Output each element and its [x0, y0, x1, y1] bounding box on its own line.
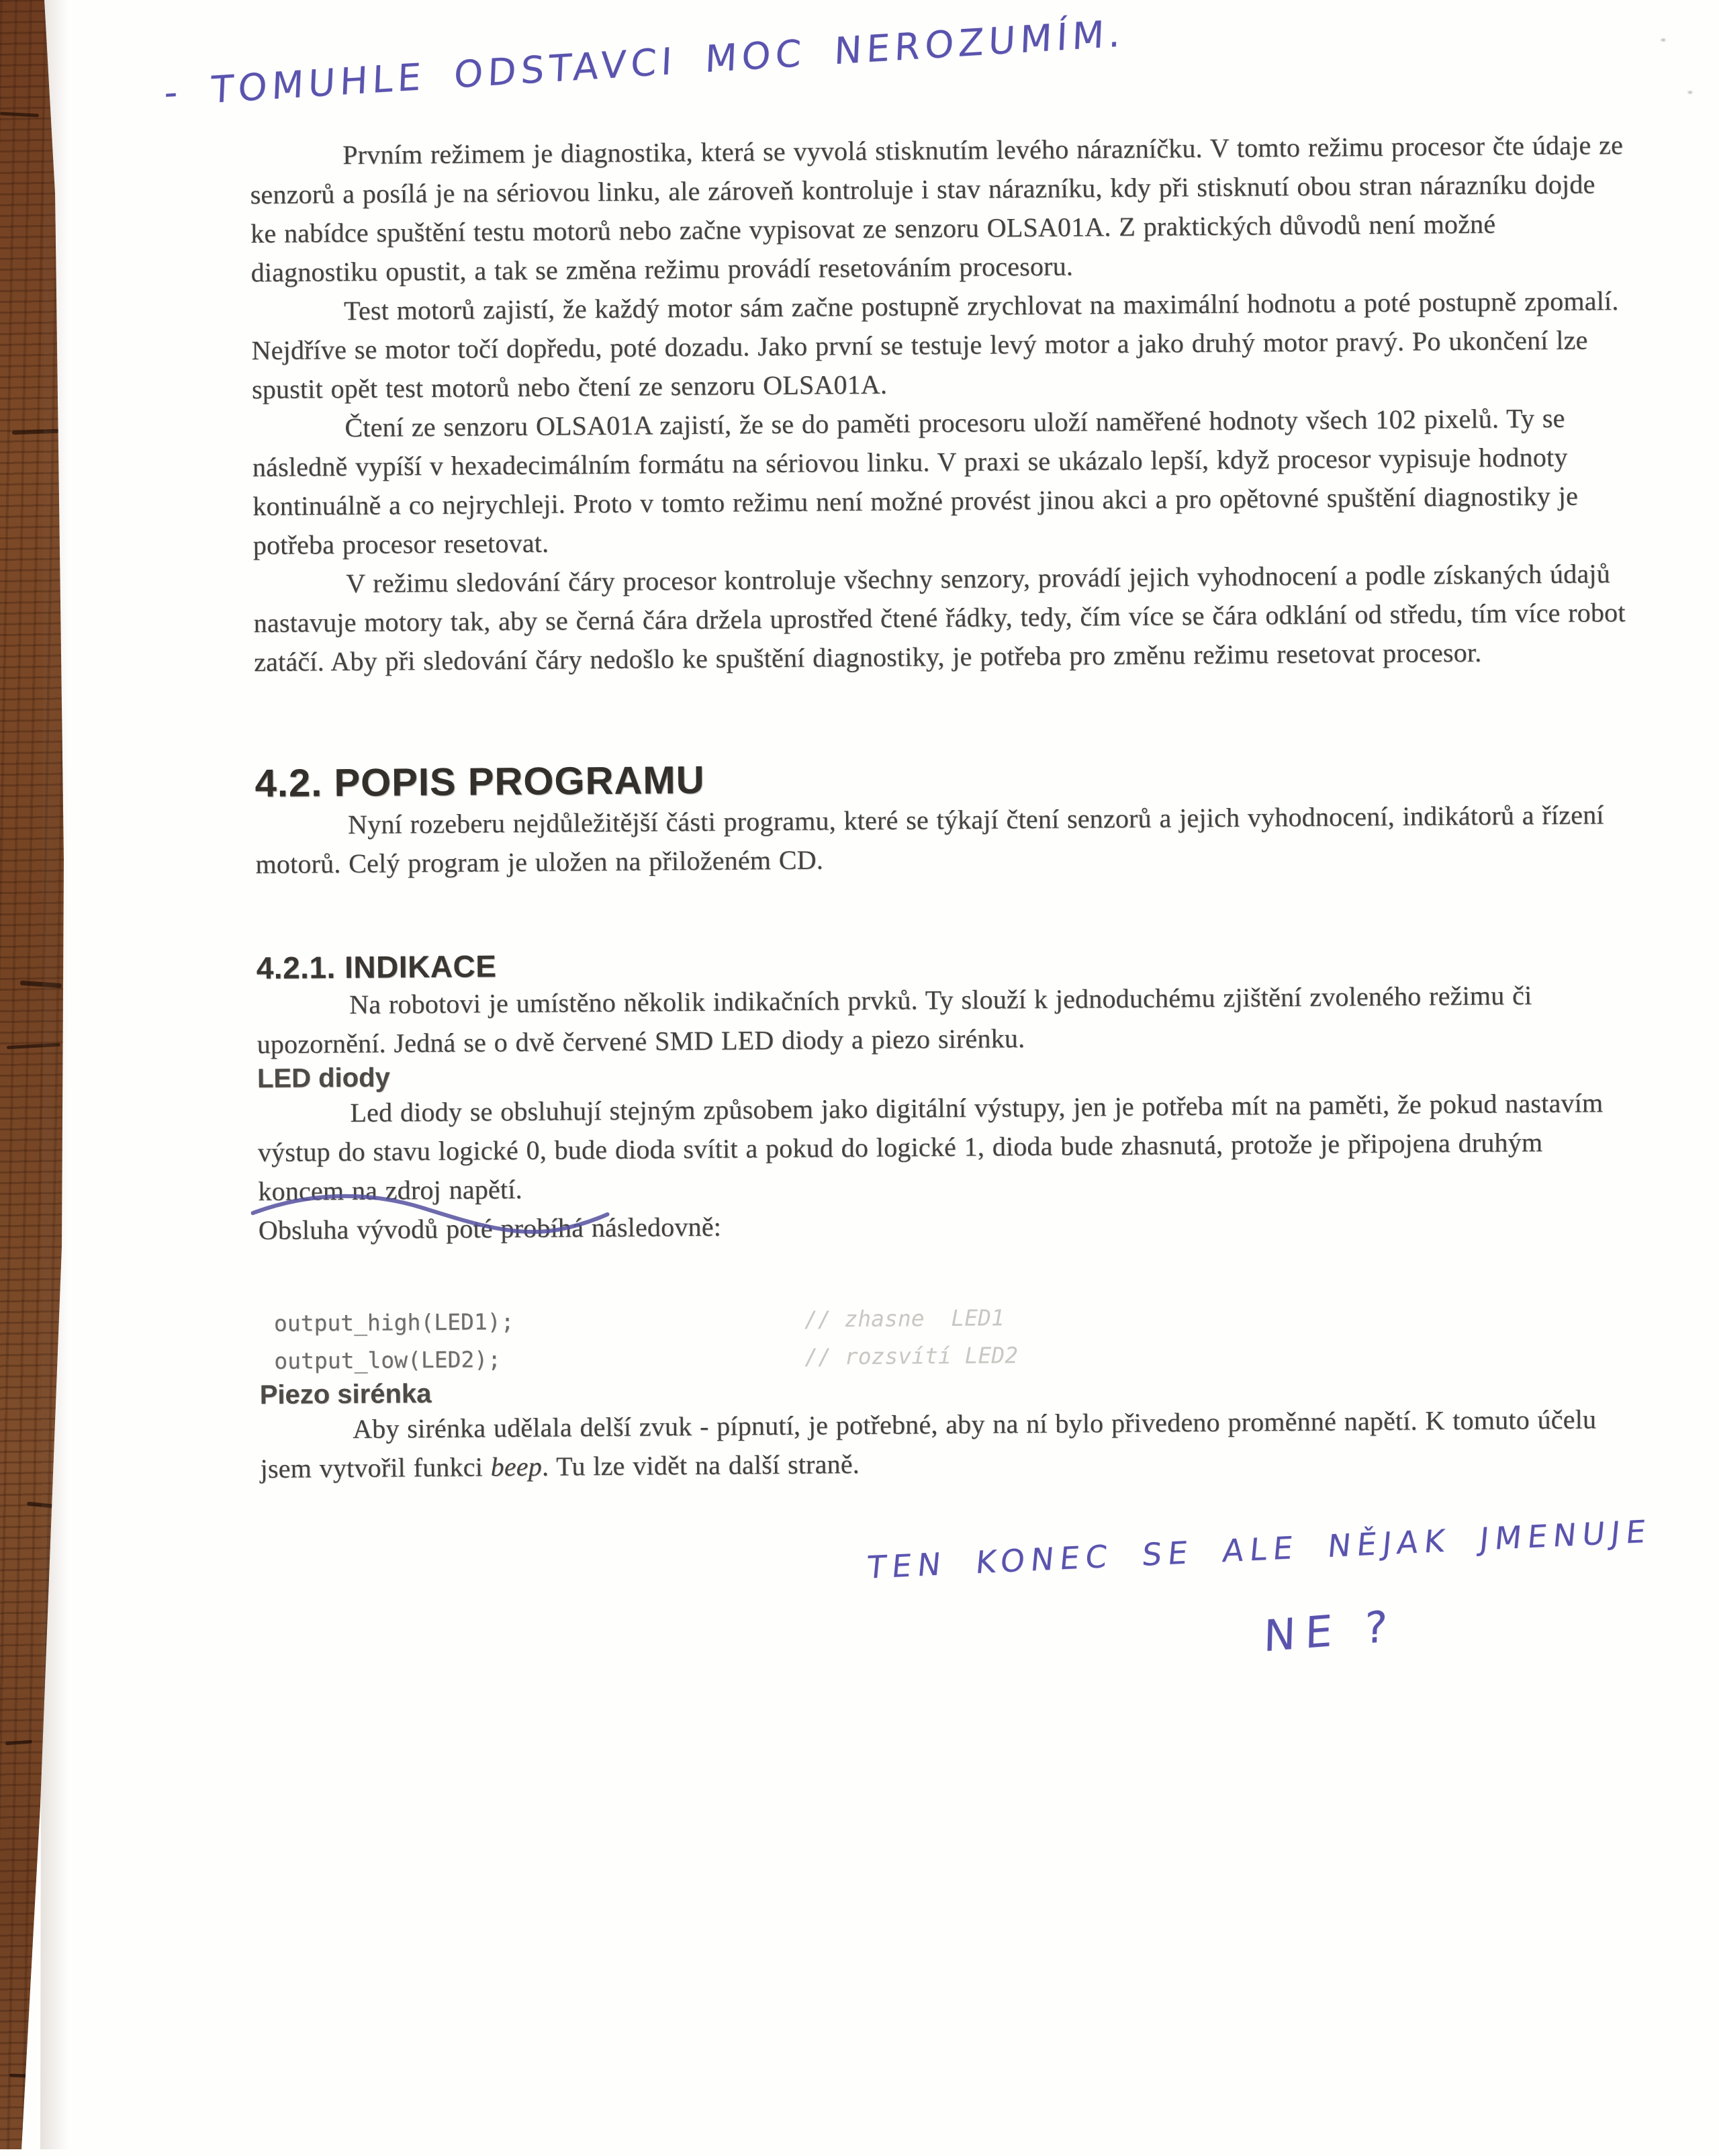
handwritten-note-top: - TOMUHLE ODSTAVCI MOC NEROZUMÍM. — [163, 11, 1126, 115]
underlined-phrase-text: koncem na zdroj napětí. — [258, 1173, 522, 1207]
beep-function-name: beep — [490, 1451, 543, 1482]
paragraph-motor-test: Test motorů zajistí, že každý motor sám začne postupně zrychlovat na maximální hodnotu a poté postupně zpomalí. Nejdříve se motor točí dopředu, poté dozadu. Jako první se testuje levý motor a jako druhý motor pravý. Po ukončení lze spustit opět test motorů nebo čtení ze senzoru OLSA01A. — [251, 285, 1619, 405]
subheading-piezo-sirenka: Piezo sirénka — [259, 1379, 432, 1410]
handwritten-note-margin-line1: TEN KONEC SE ALE NĚJAK JMENUJE — [865, 1513, 1653, 1586]
paragraph-piezo-beep — [260, 1400, 1634, 1488]
subsection-heading-indikace: 4.2.1. INDIKACE — [256, 948, 497, 986]
paragraph-code-intro: Obsluha vývodů poté probíhá následovně: — [258, 1211, 722, 1246]
paragraph-led-control — [257, 1083, 1631, 1211]
paragraph-piezo-text-before: Aby sirénka udělala delší zvuk - pípnutí, je potřebné, aby na ní bylo přivedeno proměnné napětí. K tomuto účelu jsem vytvořil funkci — [260, 1404, 1597, 1484]
underlined-phrase-power-source — [258, 1174, 522, 1206]
document-body — [248, 0, 1633, 1488]
code-statement-output-high: output_high(LED1); — [273, 1308, 514, 1337]
paragraph-indication-elements: Na robotovi je umístěno několik indikačních prvků. Ty slouží k jednoduchému zjištění zvoleného režimu či upozornění. Jedná se o dvě červené SMD LED diody a piezo sirénku. — [257, 980, 1532, 1060]
paragraph-piezo-text-after: . Tu lze vidět na další straně. — [541, 1449, 860, 1482]
code-statement-output-low: output_low(LED2); — [274, 1346, 502, 1374]
code-comment-rozsviti: // rozsvítí LED2 — [804, 1342, 1019, 1370]
handwritten-underline-swoosh — [248, 1187, 612, 1248]
paragraph-sensor-reading: Čtení ze senzoru OLSA01A zajistí, že se do paměti procesoru uloží naměřené hodnoty všech 102 pixelů. Ty se následně vypíší v hexadecimálním formátu na sériovou linku. V praxi se ukázalo lepší, když procesor vypisuje hodnoty kontinuálně a co nejrychleji. Proto v tomto režimu není možné provést jinou akci a pro opětovné spuštění diagnostiky je potřeba procesor resetovat. — [252, 402, 1579, 561]
subheading-led-diody: LED diody — [257, 1063, 390, 1094]
paragraph-line-following: V režimu sledování čáry procesor kontroluje všechny senzory, provádí jejich vyhodnocení a podle získaných údajů nastavuje motory tak, aby se černá čára držela uprostřed čtené řádky, tedy, čím více se čára odklání od středu, tím více robot zatáčí. Aby při sledování čáry nedošlo ke spuštění diagnostiky, je potřeba pro změnu režimu resetovat procesor. — [253, 558, 1626, 678]
section-heading-popis-programu: 4.2. POPIS PROGRAMU — [254, 758, 705, 806]
code-comment-zhasne: // zhasne LED1 — [804, 1304, 1005, 1333]
handwritten-note-margin-line2: NE ? — [1262, 1601, 1397, 1662]
paragraph-led-control-text: Led diody se obsluhují stejným způsobem jako digitální výstupy, jen je potřeba mít na paměti, že pokud nastavím výstup do stavu logické 0, bude dioda svítit a pokud do logické 1, dioda bude zhasnutá, protože je připojena druhým — [257, 1087, 1604, 1168]
paragraph-program-overview: Nyní rozeberu nejdůležitější části programu, které se týkají čtení senzorů a jejich vyhodnocení, indikátorů a řízení motorů. Celý program je uložen na přiloženém CD. — [255, 799, 1604, 880]
paragraph-diagnostics-mode: Prvním režimem je diagnostika, která se vyvolá stisknutím levého nárazníčku. V tomto režimu procesor čte údaje ze senzorů a posílá je na sériovou linku, ale zároveň kontroluje i stav nárazníku, kdy při stisknutí obou stran nárazníku dojde ke nabídce spuštění testu motorů nebo začne vypisovat ze senzoru OLSA01A. Z praktických důvodů není možné diagnostiku opustit, a tak se změna režimu provádí resetováním procesoru. — [250, 130, 1624, 288]
code-block — [274, 1294, 1633, 1380]
